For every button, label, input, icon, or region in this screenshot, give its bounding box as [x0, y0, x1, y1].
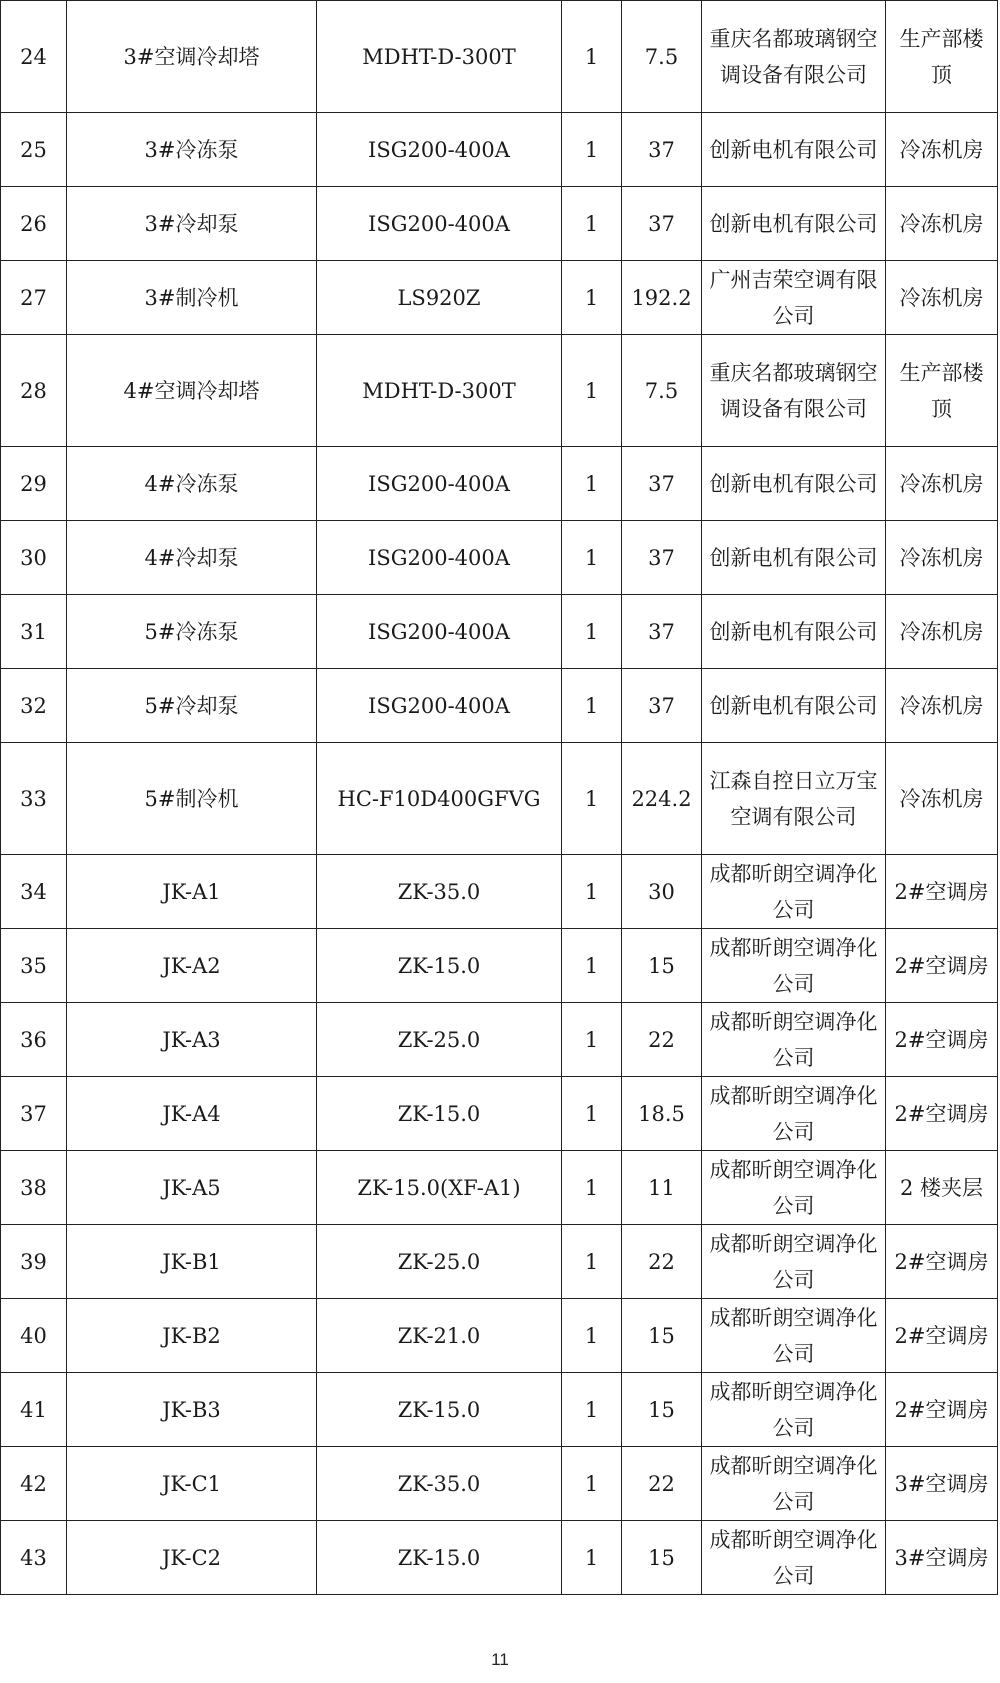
model-number: MDHT-D-300T: [317, 1, 562, 113]
equipment-name: JK-A5: [67, 1151, 317, 1225]
power-value: 18.5: [622, 1077, 702, 1151]
power-value: 37: [622, 521, 702, 595]
row-number: 32: [1, 669, 67, 743]
install-location: 2 楼夹层: [886, 1151, 998, 1225]
power-value: 22: [622, 1003, 702, 1077]
table-row: [1, 1077, 998, 1151]
power-value: 192.2: [622, 261, 702, 335]
table-row: [1, 669, 998, 743]
model-number: ZK-15.0: [317, 1373, 562, 1447]
row-number: 25: [1, 113, 67, 187]
row-number: 30: [1, 521, 67, 595]
equipment-name: JK-A1: [67, 855, 317, 929]
table-row: [1, 447, 998, 521]
power-value: 37: [622, 187, 702, 261]
table-row: [1, 1447, 998, 1521]
equipment-name: JK-A3: [67, 1003, 317, 1077]
model-number: ZK-15.0: [317, 929, 562, 1003]
install-location: 2#空调房: [886, 1299, 998, 1373]
equipment-name: 5#制冷机: [67, 743, 317, 855]
row-number: 37: [1, 1077, 67, 1151]
row-number: 43: [1, 1521, 67, 1595]
manufacturer: 成都昕朗空调净化公司: [702, 855, 886, 929]
quantity: 1: [562, 855, 622, 929]
quantity: 1: [562, 669, 622, 743]
power-value: 11: [622, 1151, 702, 1225]
power-value: 37: [622, 669, 702, 743]
row-number: 41: [1, 1373, 67, 1447]
manufacturer: 成都昕朗空调净化公司: [702, 1521, 886, 1595]
row-number: 42: [1, 1447, 67, 1521]
install-location: 2#空调房: [886, 1225, 998, 1299]
power-value: 15: [622, 1373, 702, 1447]
row-number: 34: [1, 855, 67, 929]
install-location: 冷冻机房: [886, 743, 998, 855]
equipment-name: JK-C1: [67, 1447, 317, 1521]
model-number: ZK-15.0: [317, 1521, 562, 1595]
table-row: [1, 1151, 998, 1225]
quantity: 1: [562, 1151, 622, 1225]
row-number: 40: [1, 1299, 67, 1373]
quantity: 1: [562, 261, 622, 335]
equipment-name: JK-A2: [67, 929, 317, 1003]
power-value: 22: [622, 1447, 702, 1521]
install-location: 冷冻机房: [886, 595, 998, 669]
model-number: ZK-25.0: [317, 1003, 562, 1077]
equipment-name: JK-B3: [67, 1373, 317, 1447]
install-location: 生产部楼顶: [886, 335, 998, 447]
install-location: 生产部楼顶: [886, 1, 998, 113]
power-value: 15: [622, 1299, 702, 1373]
manufacturer: 成都昕朗空调净化公司: [702, 1077, 886, 1151]
model-number: ISG200-400A: [317, 595, 562, 669]
equipment-name: 4#冷冻泵: [67, 447, 317, 521]
table-row: [1, 855, 998, 929]
table-row: [1, 1373, 998, 1447]
equipment-name: 3#制冷机: [67, 261, 317, 335]
manufacturer: 江森自控日立万宝空调有限公司: [702, 743, 886, 855]
equipment-name: JK-A4: [67, 1077, 317, 1151]
model-number: ZK-15.0(XF-A1): [317, 1151, 562, 1225]
manufacturer: 成都昕朗空调净化公司: [702, 1373, 886, 1447]
power-value: 15: [622, 929, 702, 1003]
model-number: ISG200-400A: [317, 113, 562, 187]
install-location: 3#空调房: [886, 1447, 998, 1521]
install-location: 冷冻机房: [886, 261, 998, 335]
power-value: 15: [622, 1521, 702, 1595]
quantity: 1: [562, 113, 622, 187]
manufacturer: 创新电机有限公司: [702, 595, 886, 669]
manufacturer: 成都昕朗空调净化公司: [702, 1447, 886, 1521]
quantity: 1: [562, 743, 622, 855]
table-row: [1, 187, 998, 261]
table-row: [1, 929, 998, 1003]
manufacturer: 成都昕朗空调净化公司: [702, 1299, 886, 1373]
manufacturer: 成都昕朗空调净化公司: [702, 1225, 886, 1299]
install-location: 冷冻机房: [886, 521, 998, 595]
manufacturer: 成都昕朗空调净化公司: [702, 1151, 886, 1225]
row-number: 39: [1, 1225, 67, 1299]
equipment-name: JK-C2: [67, 1521, 317, 1595]
model-number: ISG200-400A: [317, 447, 562, 521]
install-location: 冷冻机房: [886, 669, 998, 743]
install-location: 冷冻机房: [886, 187, 998, 261]
table-row: [1, 1003, 998, 1077]
quantity: 1: [562, 1003, 622, 1077]
model-number: ZK-35.0: [317, 855, 562, 929]
install-location: 冷冻机房: [886, 113, 998, 187]
row-number: 38: [1, 1151, 67, 1225]
power-value: 7.5: [622, 335, 702, 447]
power-value: 37: [622, 595, 702, 669]
model-number: ZK-21.0: [317, 1299, 562, 1373]
install-location: 2#空调房: [886, 1003, 998, 1077]
equipment-name: 5#冷却泵: [67, 669, 317, 743]
equipment-name: JK-B2: [67, 1299, 317, 1373]
manufacturer: 成都昕朗空调净化公司: [702, 1003, 886, 1077]
table-row: [1, 521, 998, 595]
install-location: 2#空调房: [886, 1373, 998, 1447]
table-row: [1, 595, 998, 669]
quantity: 1: [562, 1, 622, 113]
model-number: ISG200-400A: [317, 521, 562, 595]
row-number: 27: [1, 261, 67, 335]
quantity: 1: [562, 1299, 622, 1373]
manufacturer: 创新电机有限公司: [702, 187, 886, 261]
page-number: 11: [491, 1650, 509, 1669]
model-number: HC-F10D400GFVG: [317, 743, 562, 855]
table-row: [1, 1, 998, 113]
table-row: [1, 743, 998, 855]
table-row: [1, 113, 998, 187]
equipment-name: 4#空调冷却塔: [67, 335, 317, 447]
power-value: 7.5: [622, 1, 702, 113]
row-number: 36: [1, 1003, 67, 1077]
power-value: 37: [622, 447, 702, 521]
quantity: 1: [562, 521, 622, 595]
power-value: 22: [622, 1225, 702, 1299]
manufacturer: 创新电机有限公司: [702, 113, 886, 187]
row-number: 24: [1, 1, 67, 113]
table-body: [1, 1, 998, 1595]
power-value: 224.2: [622, 743, 702, 855]
equipment-name: 5#冷冻泵: [67, 595, 317, 669]
model-number: ISG200-400A: [317, 187, 562, 261]
table-row: [1, 1225, 998, 1299]
manufacturer: 重庆名都玻璃钢空调设备有限公司: [702, 1, 886, 113]
quantity: 1: [562, 1521, 622, 1595]
manufacturer: 成都昕朗空调净化公司: [702, 929, 886, 1003]
model-number: ZK-35.0: [317, 1447, 562, 1521]
quantity: 1: [562, 929, 622, 1003]
manufacturer: 创新电机有限公司: [702, 447, 886, 521]
equipment-name: 3#冷冻泵: [67, 113, 317, 187]
install-location: 冷冻机房: [886, 447, 998, 521]
model-number: ZK-25.0: [317, 1225, 562, 1299]
table-row: [1, 261, 998, 335]
install-location: 2#空调房: [886, 1077, 998, 1151]
row-number: 31: [1, 595, 67, 669]
power-value: 37: [622, 113, 702, 187]
model-number: LS920Z: [317, 261, 562, 335]
quantity: 1: [562, 1373, 622, 1447]
row-number: 33: [1, 743, 67, 855]
row-number: 29: [1, 447, 67, 521]
quantity: 1: [562, 595, 622, 669]
manufacturer: 广州吉荣空调有限公司: [702, 261, 886, 335]
quantity: 1: [562, 1225, 622, 1299]
install-location: 2#空调房: [886, 929, 998, 1003]
model-number: ISG200-400A: [317, 669, 562, 743]
quantity: 1: [562, 1447, 622, 1521]
quantity: 1: [562, 187, 622, 261]
table-row: [1, 1521, 998, 1595]
equipment-name: 4#冷却泵: [67, 521, 317, 595]
quantity: 1: [562, 447, 622, 521]
install-location: 3#空调房: [886, 1521, 998, 1595]
table-row: [1, 335, 998, 447]
power-value: 30: [622, 855, 702, 929]
model-number: ZK-15.0: [317, 1077, 562, 1151]
equipment-name: 3#空调冷却塔: [67, 1, 317, 113]
row-number: 26: [1, 187, 67, 261]
quantity: 1: [562, 335, 622, 447]
table-row: [1, 1299, 998, 1373]
equipment-name: JK-B1: [67, 1225, 317, 1299]
manufacturer: 创新电机有限公司: [702, 521, 886, 595]
row-number: 28: [1, 335, 67, 447]
row-number: 35: [1, 929, 67, 1003]
install-location: 2#空调房: [886, 855, 998, 929]
model-number: MDHT-D-300T: [317, 335, 562, 447]
equipment-name: 3#冷却泵: [67, 187, 317, 261]
manufacturer: 重庆名都玻璃钢空调设备有限公司: [702, 335, 886, 447]
manufacturer: 创新电机有限公司: [702, 669, 886, 743]
quantity: 1: [562, 1077, 622, 1151]
